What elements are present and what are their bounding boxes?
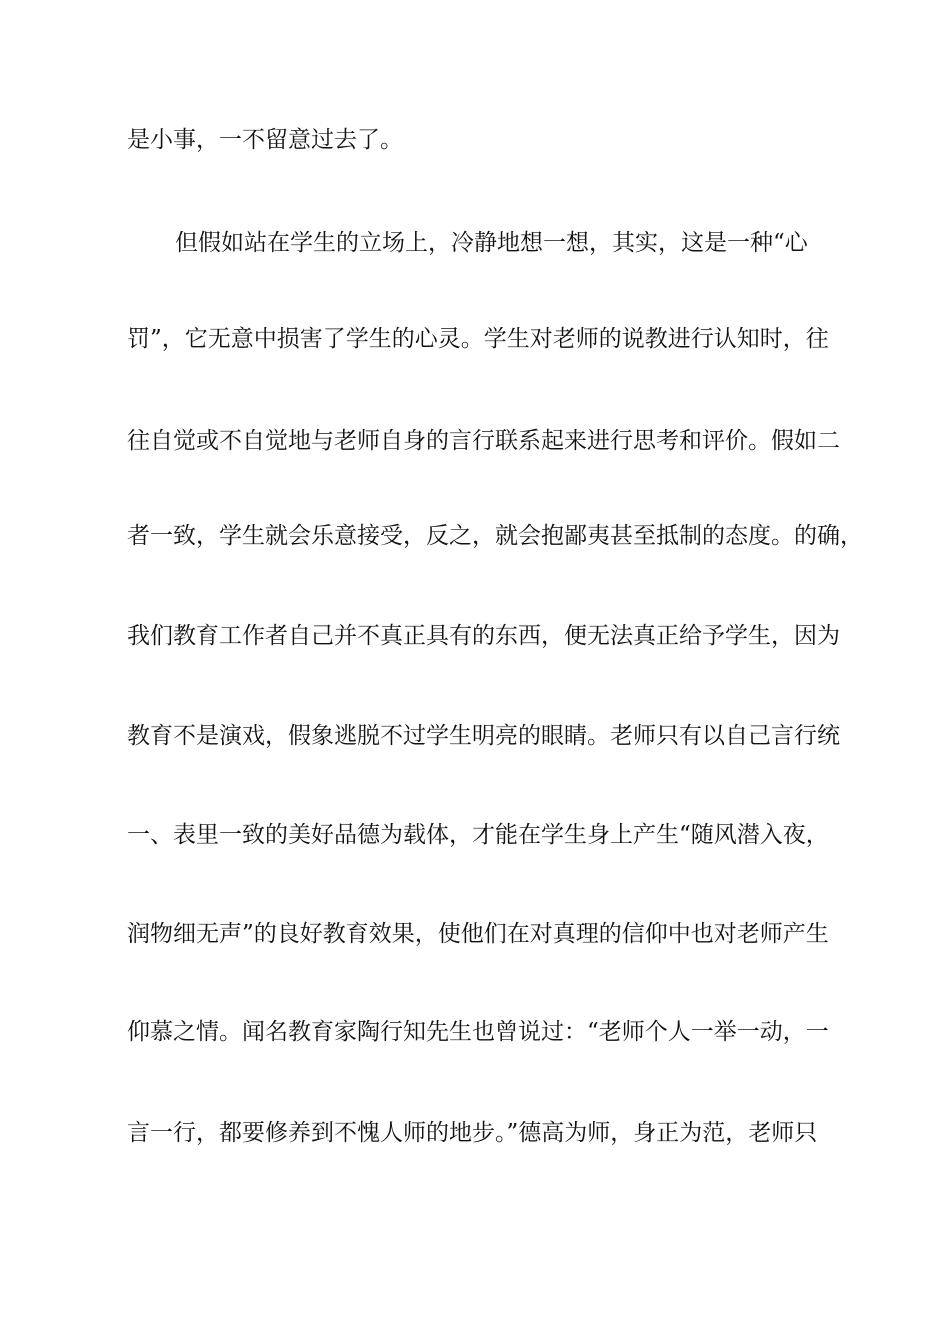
- text-line-11: 言一行，都要修养到不愧人师的地步。”德高为师，身正为范，老师只: [127, 1120, 818, 1146]
- text-line-7: 教育不是演戏，假象逃脱不过学生明亮的眼睛。老师只有以自己言行统: [127, 723, 840, 749]
- text-line-10: 仰慕之情。闻名教育家陶行知先生也曾说过：“老师个人一举一动，一: [127, 1019, 829, 1045]
- paragraph-start-line: 但假如站在学生的立场上，冷静地想一想，其实，这是一种“心: [175, 230, 808, 256]
- text-line-6: 我们教育工作者自己并不真正具有的东西，便无法真正给予学生，因为: [127, 623, 840, 649]
- text-line-3: 罚”，它无意中损害了学生的心灵。学生对老师的说教进行认知时，往: [127, 326, 829, 352]
- text-line-5: 者一致，学生就会乐意接受，反之，就会抱鄙夷甚至抵制的态度。的确，: [127, 523, 863, 549]
- text-line-1: 是小事，一不留意过去了。: [127, 127, 403, 153]
- text-line-8: 一、表里一致的美好品德为载体，才能在学生身上产生“随风潜入夜，: [127, 822, 829, 848]
- text-line-4: 往自觉或不自觉地与老师自身的言行联系起来进行思考和评价。假如二: [127, 428, 840, 454]
- text-line-9: 润物细无声”的良好教育效果，使他们在对真理的信仰中也对老师产生: [127, 921, 829, 947]
